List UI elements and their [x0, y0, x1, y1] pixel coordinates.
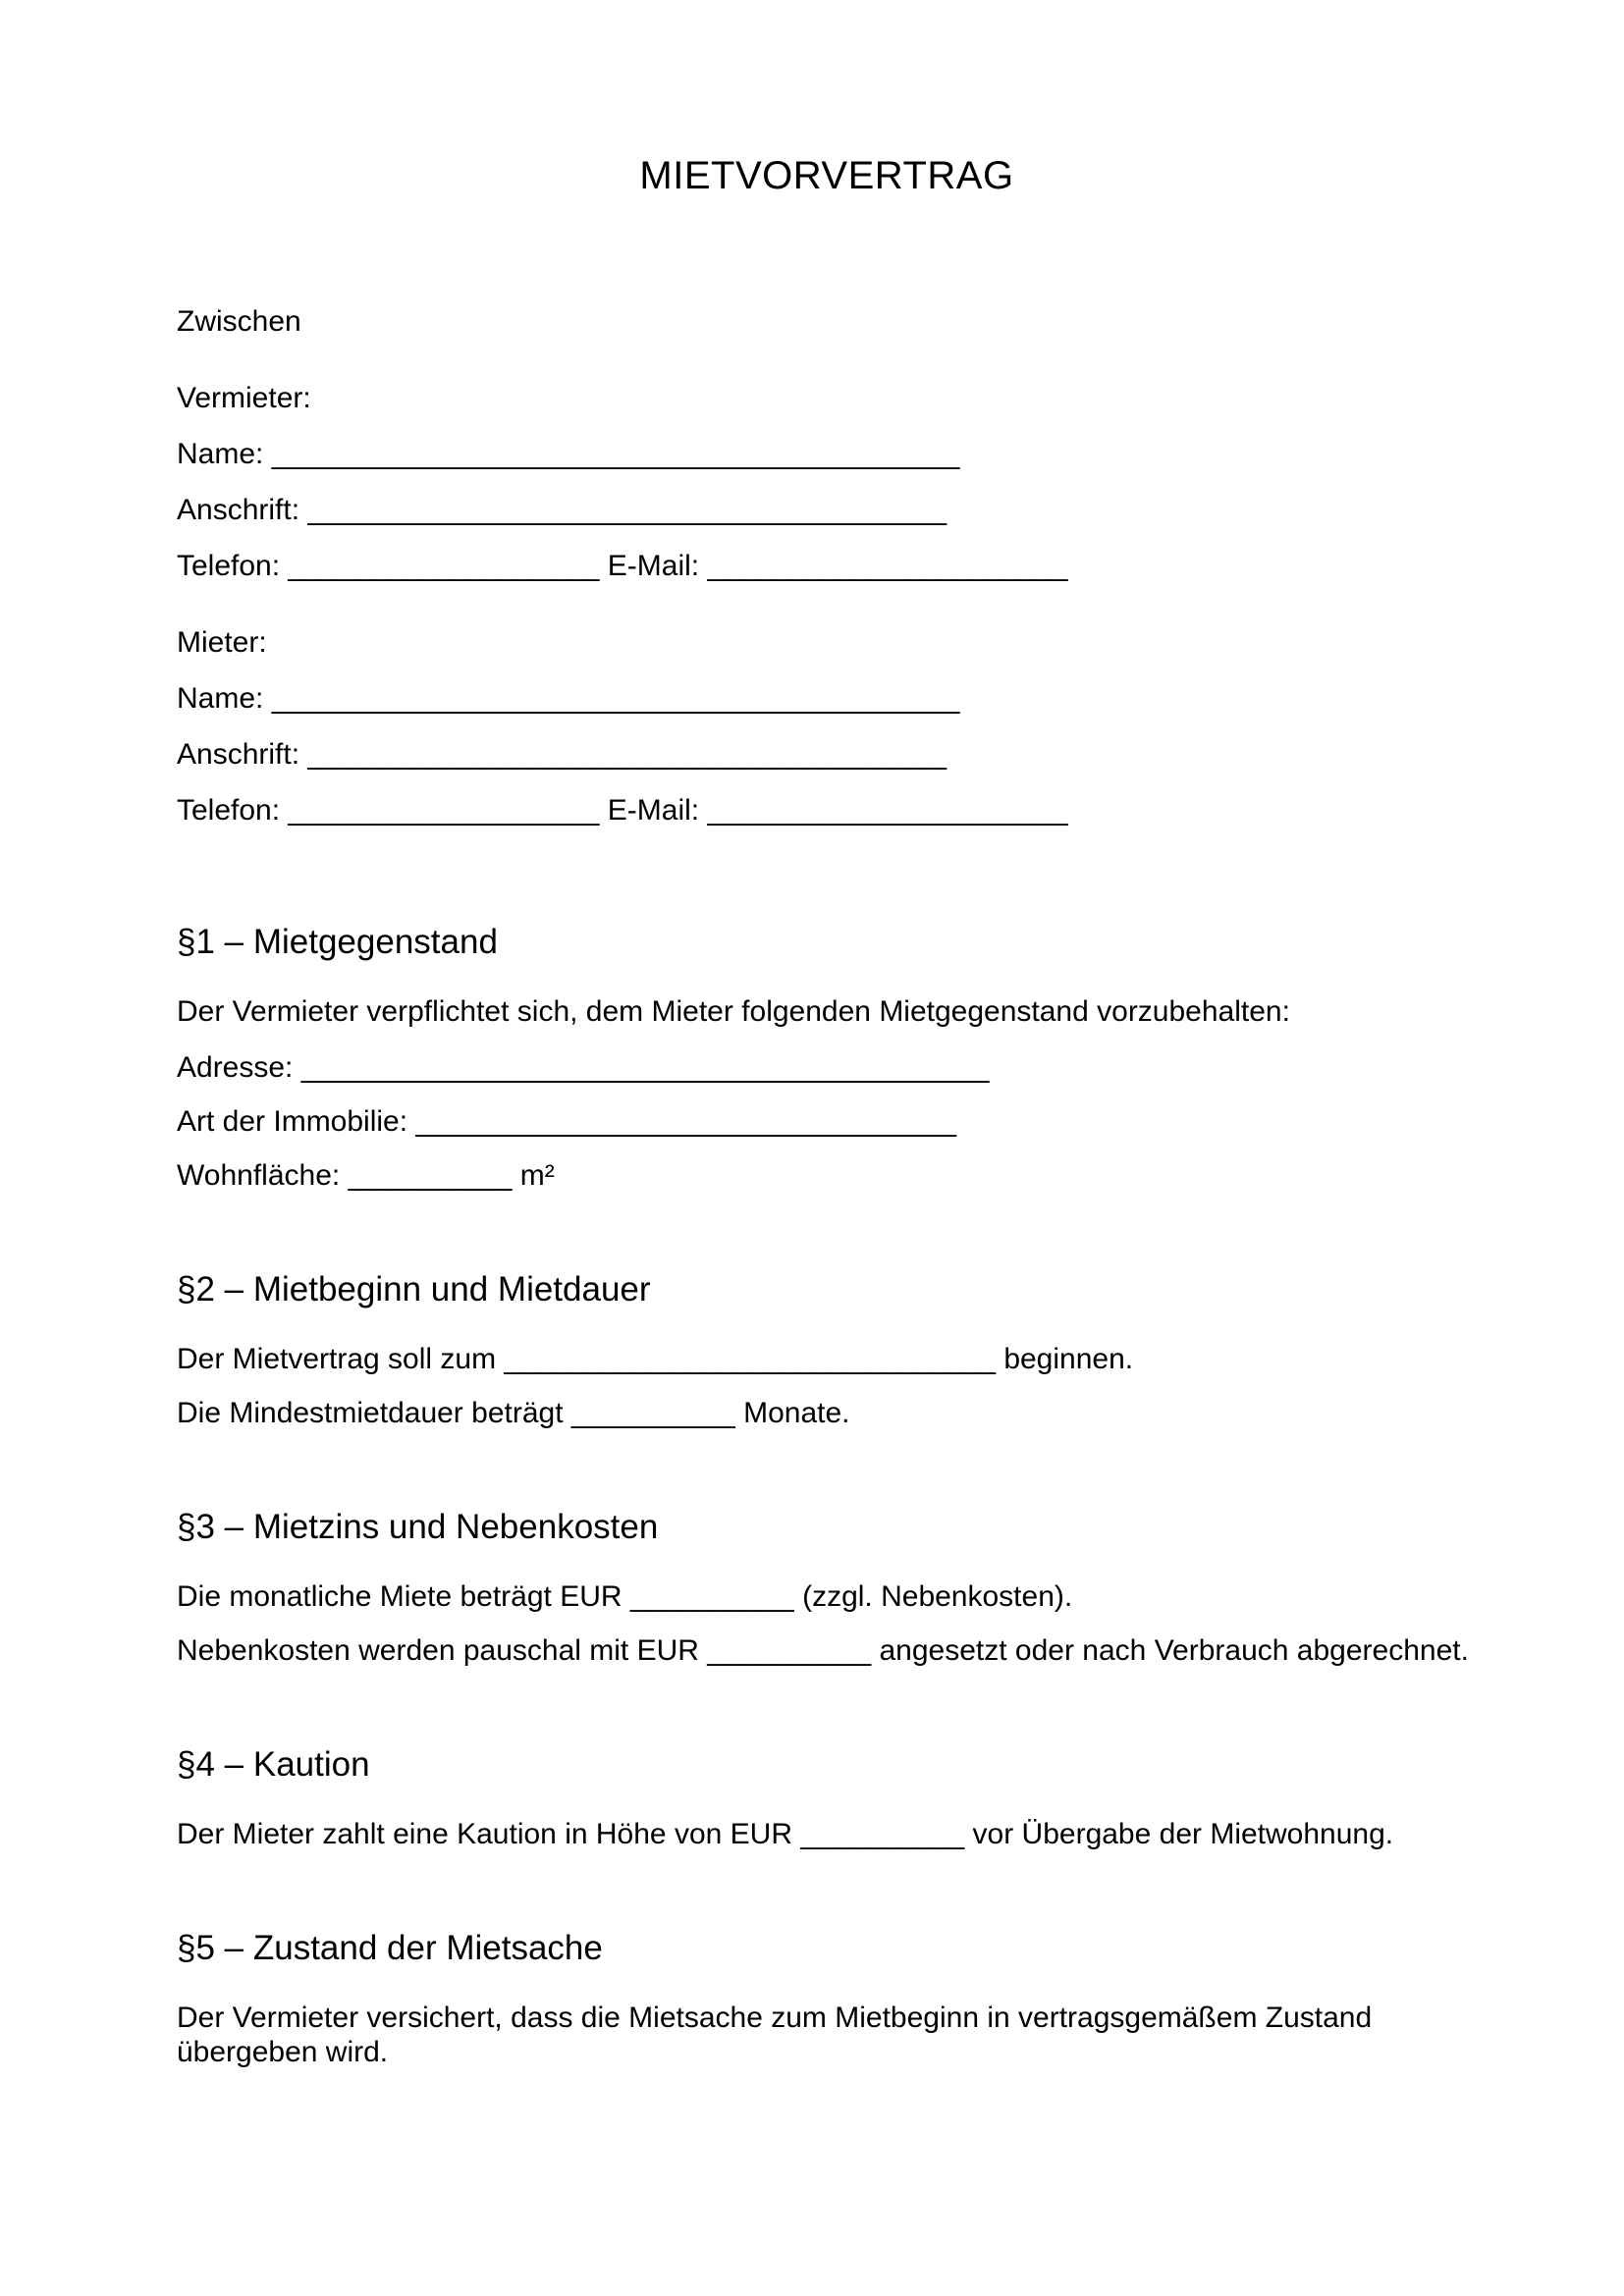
miete-suffix: (zzgl. Nebenkosten). — [802, 1580, 1073, 1613]
mieter-email-label: E-Mail: — [607, 794, 700, 827]
wohnflaeche-blank: __________ — [348, 1159, 513, 1192]
mieter-telefon-email-row — [177, 793, 1477, 828]
mieter-name-label: Name: — [177, 682, 264, 715]
vermieter-anschrift-row — [177, 493, 1477, 527]
miete-row — [177, 1579, 1477, 1614]
mindestmietdauer-blank: __________ — [570, 1397, 735, 1429]
vermieter-telefon-blank: ___________________ — [288, 550, 600, 582]
section-5-heading: §5 – Zustand der Mietsache — [177, 1929, 603, 1967]
section-4-heading: §4 – Kaution — [177, 1745, 370, 1784]
vermieter-email-label: E-Mail: — [607, 550, 700, 582]
kaution-prefix: Der Mieter zahlt eine Kaution in Höhe von EUR — [177, 1818, 792, 1850]
vermieter-role-label: Vermieter: — [177, 382, 311, 414]
mindestmietdauer-suffix: Monate. — [743, 1397, 850, 1429]
adresse-label: Adresse: — [177, 1051, 294, 1084]
mieter-email-blank: ______________________ — [707, 794, 1068, 827]
mieter-telefon-blank: ___________________ — [288, 794, 600, 827]
vermieter-telefon-email-row — [177, 549, 1477, 583]
mieter-anschrift-blank: _______________________________________ — [307, 738, 947, 771]
mieter-name-row — [177, 681, 1477, 716]
mieter-name-blank: __________________________________________ — [271, 682, 960, 715]
vermieter-email-blank: ______________________ — [707, 550, 1068, 582]
mieter-telefon-label: Telefon: — [177, 794, 281, 827]
adresse-row — [177, 1050, 1477, 1085]
vermieter-name-label: Name: — [177, 438, 264, 470]
mieter-anschrift-label: Anschrift: — [177, 738, 300, 771]
kaution-suffix: vor Übergabe der Mietwohnung. — [972, 1818, 1394, 1850]
art-der-immobilie-row — [177, 1104, 1477, 1139]
wohnflaeche-row — [177, 1158, 1477, 1193]
vermieter-name-row — [177, 437, 1477, 471]
zustand-body: Der Vermieter versichert, dass die Mietsache zum Mietbeginn in vertragsgemäßem Zustand übergeben wird. — [177, 2002, 1373, 2068]
mieter-anschrift-row — [177, 737, 1477, 772]
mietbeginn-suffix: beginnen. — [1003, 1343, 1134, 1375]
nebenkosten-blank: __________ — [707, 1634, 872, 1667]
zwischen-text: Zwischen — [177, 305, 301, 338]
miete-blank: __________ — [629, 1580, 794, 1613]
mietbeginn-blank: ______________________________ — [504, 1343, 996, 1375]
section-1-intro: Der Vermieter verpflichtet sich, dem Mieter folgenden Mietgegenstand vorzubehalten: — [177, 995, 1290, 1028]
art-der-immobilie-label: Art der Immobilie: — [177, 1105, 408, 1138]
section-1-heading: §1 – Mietgegenstand — [177, 923, 498, 961]
nebenkosten-row — [177, 1633, 1477, 1668]
nebenkosten-prefix: Nebenkosten werden pauschal mit EUR — [177, 1634, 699, 1667]
document-title: MIETVORVERTRAG — [639, 154, 1014, 197]
art-der-immobilie-blank: _________________________________ — [415, 1105, 957, 1138]
vermieter-telefon-label: Telefon: — [177, 550, 281, 582]
section-3-heading: §3 – Mietzins und Nebenkosten — [177, 1508, 659, 1546]
vermieter-anschrift-label: Anschrift: — [177, 494, 300, 526]
mindestmietdauer-prefix: Die Mindestmietdauer beträgt — [177, 1397, 564, 1429]
section-2-heading: §2 – Mietbeginn und Mietdauer — [177, 1270, 651, 1308]
kaution-blank: __________ — [800, 1818, 965, 1850]
wohnflaeche-label: Wohnfläche: — [177, 1159, 341, 1192]
mietbeginn-prefix: Der Mietvertrag soll zum — [177, 1343, 497, 1375]
adresse-blank: __________________________________________ — [300, 1051, 990, 1084]
miete-prefix: Die monatliche Miete beträgt EUR — [177, 1580, 623, 1613]
vermieter-name-blank: __________________________________________ — [271, 438, 960, 470]
kaution-row — [177, 1817, 1477, 1851]
mietbeginn-row — [177, 1342, 1477, 1376]
vermieter-anschrift-blank: _______________________________________ — [307, 494, 947, 526]
mieter-role-label: Mieter: — [177, 626, 267, 659]
wohnflaeche-unit: m² — [519, 1159, 555, 1192]
mindestmietdauer-row — [177, 1396, 1477, 1430]
nebenkosten-suffix: angesetzt oder nach Verbrauch abgerechnet. — [879, 1634, 1469, 1667]
